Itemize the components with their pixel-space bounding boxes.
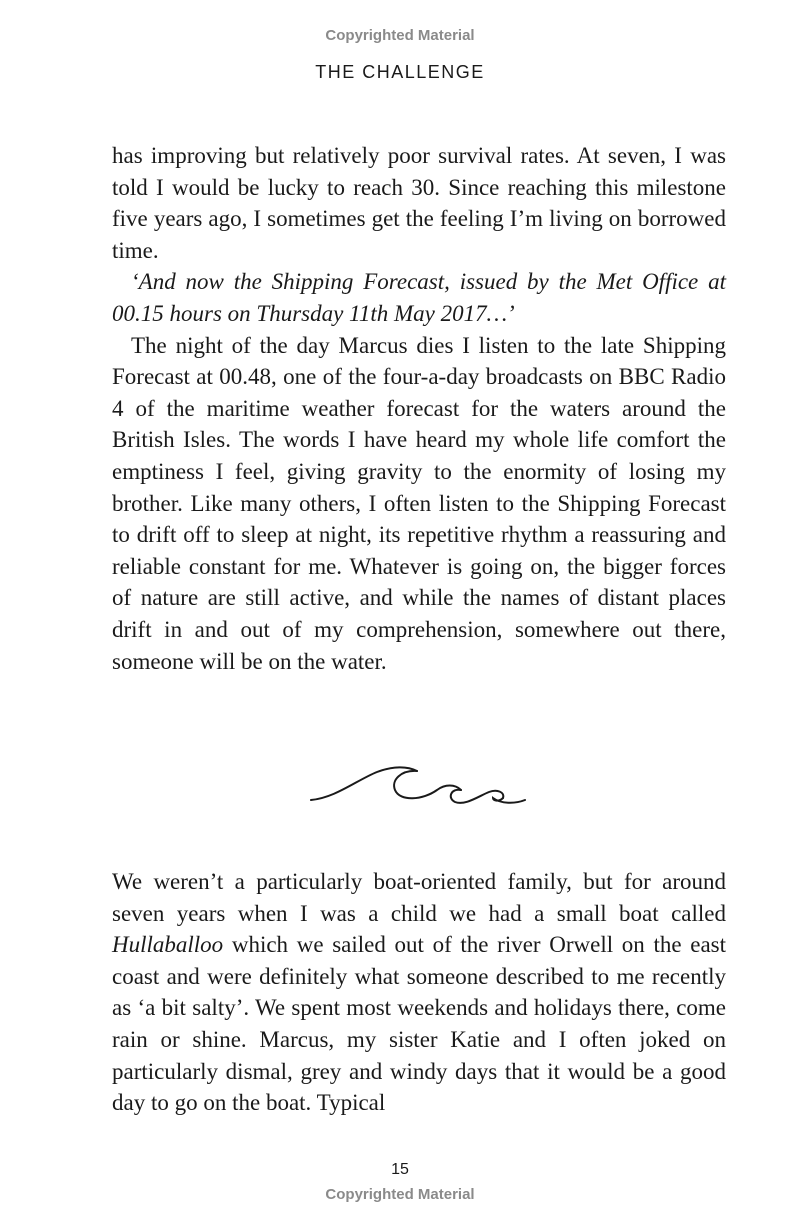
paragraph-boat: [112, 866, 726, 1119]
copyright-watermark-bottom: Copyrighted Material: [325, 1186, 475, 1203]
paragraph-boat-after: which we sailed out of the river Orwell on the east coast and were definitely what someone described to me recently as ‘a bit salty’. We spent most weekends and holidays there, come rain or shine. Marcus, my sister Katie and I often joked on particularly dismal, grey and windy days that it would be a good day to go on the boat. Typical: [112, 932, 726, 1116]
page-number: 15: [391, 1161, 409, 1178]
text-block-lower: [112, 866, 726, 1119]
paragraph-survival: has improving but relatively poor survival rates. At seven, I was told I would be lucky to reach 30. Since reaching this milestone five years ago, I sometimes get the feeling I’m living on borrowed time.: [112, 143, 726, 263]
paragraph-forecast-quote: ‘And now the Shipping Forecast, issued by the Met Office at 00.15 hours on Thursday 11th May 2017…’: [112, 269, 726, 326]
running-head: THE CHALLENGE: [315, 62, 485, 82]
paragraph-boat-before: We weren’t a particularly boat-oriented family, but for around seven years when I was a child we had a small boat called: [112, 869, 726, 926]
text-block-upper: [112, 140, 726, 677]
paragraph-shipping-forecast: The night of the day Marcus dies I listen to the late Shipping Forecast at 00.48, one of the four-a-day broadcasts on BBC Radio 4 of the maritime weather forecast for the waters around the British Isles. The words I have heard my whole life comfort the emptiness I feel, giving gravity to the enormity of losing my brother. Like many others, I often listen to the Shipping Forecast to drift off to sleep at night, its repetitive rhythm a reassuring and reliable constant for me. Whatever is going on, the bigger forces of nature are still active, and while the names of distant places drift in and out of my comprehension, somewhere out there, someone will be on the water.: [112, 332, 726, 674]
copyright-watermark-top: Copyrighted Material: [325, 27, 475, 44]
wave-ornament-icon: [305, 758, 530, 813]
boat-name: Hullaballoo: [112, 932, 224, 958]
